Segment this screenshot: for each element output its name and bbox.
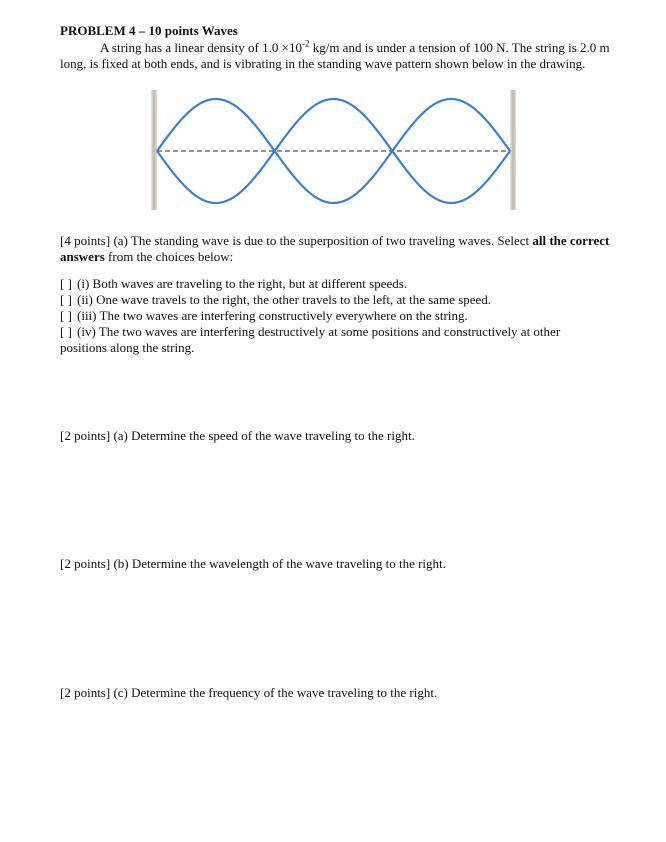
choice-item-ii	[60, 292, 610, 308]
intro-text-post: kg/m and is under a tension of 100 N. The string is 2.0 m long, is fixed at both ends, and is vibrating in the standing wave pattern shown below in the drawing.	[60, 40, 610, 71]
question-a-emphasis: all the correct answers	[60, 233, 610, 264]
problem-title: PROBLEM 4 – 10 points Waves	[60, 23, 238, 38]
intro-text-pre: A string has a linear density of 1.0 ×10	[100, 40, 302, 55]
checkbox-iv[interactable]: [ ]	[60, 324, 72, 339]
problem-intro	[60, 40, 610, 72]
question-a-prompt	[60, 233, 610, 265]
right-support	[510, 90, 516, 210]
part-speed-prompt: [2 points] (a) Determine the speed of the wave traveling to the right.	[60, 428, 415, 443]
left-support	[151, 90, 157, 210]
intro-exponent: -2	[301, 38, 310, 49]
checkbox-i[interactable]: [ ]	[60, 276, 72, 291]
checkbox-ii[interactable]: [ ]	[60, 292, 72, 307]
choice-list	[60, 276, 610, 356]
standing-wave-figure	[148, 86, 520, 216]
choice-item-iii	[60, 308, 610, 324]
choice-text-iii: (iii) The two waves are interfering constructively everywhere on the string.	[77, 308, 468, 323]
checkbox-iii[interactable]: [ ]	[60, 308, 72, 323]
question-a-prefix: [4 points] (a) The standing wave is due to the superposition of two traveling waves. Select	[60, 233, 533, 248]
part-frequency-prompt: [2 points] (c) Determine the frequency of the wave traveling to the right.	[60, 685, 438, 700]
part-wavelength-prompt: [2 points] (b) Determine the wavelength of the wave traveling to the right.	[60, 556, 446, 571]
choice-text-ii: (ii) One wave travels to the right, the other travels to the left, at the same speed.	[77, 292, 492, 307]
choice-text-iv: (iv) The two waves are interfering destructively at some positions and constructively at other positions along the string.	[60, 324, 561, 355]
question-a-suffix: from the choices below:	[104, 249, 234, 264]
choice-text-i: (i) Both waves are traveling to the right, but at different speeds.	[77, 276, 408, 291]
choice-item-iv	[60, 324, 610, 356]
choice-item-i	[60, 276, 610, 292]
